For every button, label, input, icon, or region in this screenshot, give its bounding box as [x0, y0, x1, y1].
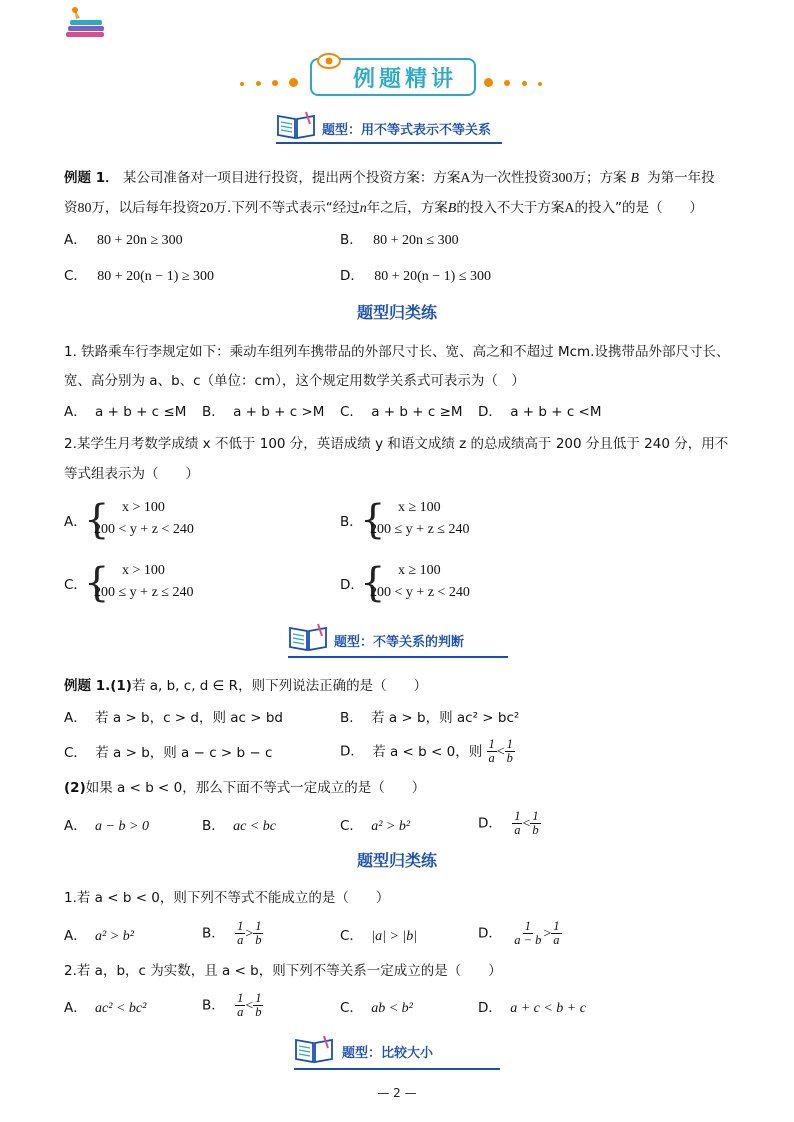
question-2-line-2: 等式组表示为（ ） [64, 466, 199, 482]
logo [66, 6, 110, 42]
system-bottom: 200 < y + z < 240 [370, 585, 470, 600]
option-label: A． [64, 232, 87, 248]
system-top: x > 100 [122, 563, 165, 578]
option-expr: ab < b² [371, 1001, 413, 1016]
option-expr: a + b + c ≥M [371, 404, 463, 420]
fraction-numerator: 1 [255, 991, 262, 1005]
option-d [340, 266, 491, 287]
fraction-denominator: b [255, 933, 262, 947]
topic-label: 题型：不等关系的判断 [334, 635, 465, 650]
system-top: x ≥ 100 [398, 563, 441, 578]
fraction [512, 920, 543, 947]
system-bottom: 200 ≤ y + z ≤ 240 [94, 585, 194, 600]
banner-dot [289, 78, 298, 87]
option-c [340, 402, 463, 422]
topic-header-1 [276, 110, 502, 148]
fraction [530, 810, 540, 837]
option-expr: |a| > |b| [371, 929, 418, 944]
option-label: D． [478, 815, 502, 832]
page-number: — 2 — [377, 1086, 417, 1100]
relation-symbol: > [245, 926, 254, 942]
option-c [340, 926, 417, 947]
example-text: 年之后，方案 [366, 200, 448, 216]
option-label: B． [202, 997, 225, 1014]
system-top: x > 100 [122, 500, 165, 515]
book-icon [288, 622, 328, 652]
option-b [340, 708, 519, 728]
topic-header-3 [294, 1034, 500, 1074]
fraction-numerator: 1 [506, 737, 513, 751]
example-text: 的投入”的是（ ） [574, 200, 703, 216]
brace: { [360, 497, 386, 543]
option-b [202, 816, 276, 837]
brace: { [360, 560, 386, 606]
option-label: D． [340, 743, 364, 760]
option-label: A． [64, 710, 87, 726]
practice-title: 题型归类练 [356, 303, 437, 322]
example-text: 万.下列不等式表示“经过 [213, 200, 360, 216]
example-text: 万；方案 [572, 170, 627, 186]
system-bottom: 200 < y + z < 240 [94, 522, 194, 537]
option-label: B． [202, 925, 225, 942]
option-label: A． [64, 928, 87, 944]
option-label: A． [64, 1000, 87, 1016]
option-b [202, 920, 263, 947]
option-expr: 80 + 20n ≤ 300 [373, 233, 459, 248]
option-expr: ac < bc [233, 819, 276, 834]
banner-dot [522, 81, 527, 86]
option-expr: 80 + 20(n − 1) ≤ 300 [374, 269, 492, 284]
fraction [512, 810, 522, 837]
option-label: C． [64, 268, 87, 284]
brace: { [84, 560, 110, 606]
fraction-denominator: a [237, 1005, 244, 1019]
fraction [253, 920, 263, 947]
option-expr: 80 + 20n ≥ 300 [97, 233, 183, 248]
relation-symbol: > [543, 926, 552, 942]
option-a [64, 926, 134, 947]
option-expr: a² > b² [371, 819, 411, 834]
book-icon [276, 110, 316, 140]
fraction [235, 920, 245, 947]
example-text: 万，以后每年投资 [91, 200, 200, 216]
eye-icon [316, 52, 342, 70]
sub-question-text: 如果 a < b < 0，那么下面不等式一定成立的是（ ） [85, 780, 426, 796]
option-a [64, 402, 186, 422]
option-expr: 若 a > b，c > d，则 ac > bd [95, 710, 283, 726]
option-expr: a + b + c <M [510, 404, 602, 420]
relation-symbol: < [496, 744, 505, 760]
fraction [235, 992, 245, 1019]
option-label: B． [340, 514, 363, 530]
option-label: C． [340, 928, 363, 944]
banner-dot [240, 82, 244, 86]
option-label: B． [340, 232, 363, 248]
option-expr: a + b + c >M [233, 404, 325, 420]
example-title: 例题 1.(1) [64, 678, 132, 694]
topic-underline [276, 142, 502, 144]
fraction [505, 738, 515, 765]
option-label: D． [340, 268, 364, 284]
option-a [64, 230, 183, 251]
option-d [478, 810, 541, 837]
option-expr: ac² < bc² [95, 1001, 147, 1016]
example-text: 为一次性投资 [470, 170, 552, 186]
topic-label: 题型：比较大小 [342, 1046, 434, 1061]
option-d [478, 998, 586, 1019]
fraction-numerator: 1 [255, 919, 262, 933]
practice-title: 题型归类练 [356, 851, 437, 870]
fraction-denominator: b [506, 751, 513, 765]
option-b [340, 498, 580, 546]
option-expr: a + c < b + c [510, 1001, 586, 1016]
fraction-denominator: b [532, 823, 539, 837]
option-c [340, 816, 410, 837]
option-a [64, 816, 149, 837]
fraction-denominator: a [488, 751, 495, 765]
plan-b-symbol: B [630, 171, 640, 186]
option-expr: 若 a < b < 0，则 [372, 743, 483, 760]
option-expr: a + b + c ≤M [95, 404, 187, 420]
option-label: A． [64, 404, 87, 420]
example-text: 为第一年投 [647, 170, 715, 186]
system-top: x ≥ 100 [398, 500, 441, 515]
sub-question-title: (2) [64, 780, 86, 796]
fraction-numerator: 1 [488, 737, 495, 751]
option-b [202, 992, 263, 1019]
example-1-line-1 [64, 168, 715, 189]
banner-dot [256, 81, 261, 86]
n-symbol: n [359, 201, 367, 216]
section-banner [240, 52, 560, 96]
brace: { [84, 497, 110, 543]
fraction-numerator: 1 [553, 919, 560, 933]
option-label: C． [340, 1000, 363, 1016]
banner-title: 例题精讲 [352, 67, 457, 92]
example-title: 例题 1． [64, 170, 119, 186]
option-a [64, 498, 304, 546]
fraction-denominator: a − b [514, 933, 542, 947]
option-d [478, 402, 602, 422]
question-1: 1.若 a < b < 0，则下列不等式不能成立的是（ ） [64, 890, 390, 906]
option-expr: a − b > 0 [95, 819, 149, 834]
example-text: 若 a, b, c, d ∈ R，则下列说法正确的是（ ） [131, 678, 428, 694]
option-a [64, 998, 146, 1019]
option-label: C． [340, 404, 363, 420]
fraction [551, 920, 561, 947]
example-text: 的投入不大于方案 [456, 200, 565, 216]
fraction-numerator: 1 [524, 919, 531, 933]
topic-label: 题型：用不等式表示不等关系 [322, 123, 492, 138]
option-b [202, 402, 324, 422]
option-label: A． [64, 514, 87, 530]
question-1-line-2: 宽、高分别为 a、b、c（单位：cm），这个规定用数学关系式可表示为（ ） [64, 373, 525, 389]
question-2-line-1: 2.某学生月考数学成绩 x 不低于 100 分，英语成绩 y 和语文成绩 z 的总成绩高于 200 分且低于 240 分，用不 [64, 436, 729, 452]
question-2: 2.若 a，b，c 为实数，且 a < b，则下列不等关系一定成立的是（ ） [64, 963, 502, 979]
option-label: D． [478, 925, 502, 942]
fraction-numerator: 1 [237, 919, 244, 933]
example-1-line-2 [64, 198, 703, 219]
example-text: 资 [64, 200, 78, 216]
fraction-numerator: 1 [237, 991, 244, 1005]
banner-dot [538, 82, 542, 86]
option-label: D． [340, 577, 364, 593]
option-label: A． [64, 818, 87, 834]
topic-header-2 [288, 622, 508, 660]
option-label: B． [202, 404, 225, 420]
option-a [64, 708, 283, 728]
banner-dot [272, 80, 278, 86]
topic-underline [294, 1068, 500, 1070]
example-text: 某公司准备对一项目进行投资，提出两个投资方案：方案 [122, 170, 461, 186]
system-bottom: 200 ≤ y + z ≤ 240 [370, 522, 470, 537]
amount-value: 20 [199, 201, 214, 216]
question-1-line-1: 1. 铁路乘车行李规定如下：乘动车组列车携带品的外部尺寸长、宽、高之和不超过 Mcm.设携带品外部尺寸长、 [64, 344, 730, 360]
example-2-sub2-stem [64, 778, 425, 798]
amount-value: 300 [551, 171, 573, 186]
fraction [253, 992, 263, 1019]
option-b [340, 230, 459, 251]
option-label: C． [64, 745, 87, 761]
book-icon [294, 1034, 334, 1064]
option-label: C． [340, 818, 363, 834]
option-d [340, 738, 515, 765]
option-label: B． [340, 710, 363, 726]
option-label: C． [64, 577, 87, 593]
option-label: D． [478, 404, 502, 420]
option-c [64, 743, 272, 763]
option-d [478, 920, 562, 947]
plan-a-symbol: A [564, 201, 575, 216]
option-expr: 若 a > b，则 a − c > b − c [95, 745, 273, 761]
fraction-denominator: b [255, 1005, 262, 1019]
topic-underline [288, 656, 508, 658]
option-c [64, 266, 214, 287]
fraction-denominator: a [514, 823, 521, 837]
amount-value: 80 [77, 201, 92, 216]
relation-symbol: < [245, 998, 254, 1014]
option-expr: 若 a > b，则 ac² > bc² [371, 710, 520, 726]
option-d [340, 561, 580, 609]
banner-dot [504, 80, 510, 86]
fraction-denominator: a [553, 933, 560, 947]
fraction-denominator: a [237, 933, 244, 947]
fraction [487, 738, 497, 765]
option-expr: a² > b² [95, 929, 134, 944]
option-expr: 80 + 20(n − 1) ≥ 300 [97, 269, 215, 284]
relation-symbol: < [522, 816, 531, 832]
option-label: B． [202, 818, 225, 834]
option-label: D． [478, 1000, 502, 1016]
plan-a-symbol: A [460, 171, 471, 186]
plan-b-symbol: B [447, 201, 457, 216]
example-2-stem [64, 676, 427, 696]
option-c [340, 998, 413, 1019]
banner-dot [484, 78, 493, 87]
fraction-numerator: 1 [514, 809, 521, 823]
option-c [64, 561, 304, 609]
fraction-numerator: 1 [532, 809, 539, 823]
